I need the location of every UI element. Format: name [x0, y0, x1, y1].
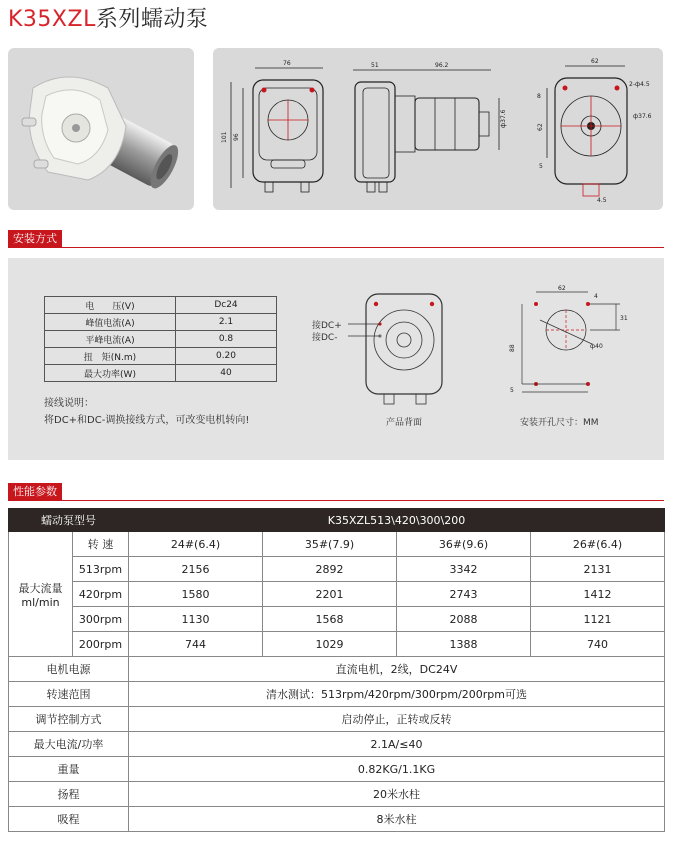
flow-cell: 3342: [397, 557, 531, 582]
tube-size: 36#(9.6): [397, 532, 531, 557]
flow-cell: 1412: [531, 582, 665, 607]
dim-5: 5: [539, 163, 543, 170]
dim-37-6b: ф37.6: [633, 113, 652, 120]
prop-value: 2.1A/≤40: [129, 732, 665, 757]
flow-cell: 740: [531, 632, 665, 657]
prop-key: 重量: [9, 757, 129, 782]
prop-key: 电机电源: [9, 657, 129, 682]
model-code: K35XZL: [8, 7, 96, 32]
dim-96-2: 96.2: [435, 62, 449, 69]
flow-cell: 744: [129, 632, 263, 657]
spec-key: 平峰电流(A): [45, 331, 176, 348]
dim-62: 62: [591, 58, 599, 65]
spec-row: [45, 314, 277, 331]
table-row: [9, 807, 665, 832]
flow-cell: 2131: [531, 557, 665, 582]
title-text: 系列蠕动泵: [95, 7, 209, 32]
spec-value: 0.8: [176, 331, 277, 348]
rpm-label: 200rpm: [73, 632, 129, 657]
dim-101: 101: [221, 131, 228, 143]
product-back-drawing: [300, 290, 460, 408]
prop-value: 20米水柱: [129, 782, 665, 807]
rpm-label: 420rpm: [73, 582, 129, 607]
pump-illustration: [8, 48, 194, 210]
dc-minus-label: 接DC-: [312, 333, 338, 343]
dim-51: 51: [371, 62, 379, 69]
hole-dim-4: 4: [594, 293, 598, 300]
spec-key: 最大功率(W): [45, 365, 176, 382]
prop-value: 启动停止，正转或反转: [129, 707, 665, 732]
hole-dim-62: 62: [558, 285, 566, 292]
table-row: [9, 582, 665, 607]
spec-key: 峰值电流(A): [45, 314, 176, 331]
flow-cell: 1130: [129, 607, 263, 632]
max-flow-label: 最大流量 ml/min: [9, 532, 73, 657]
flow-cell: 2892: [263, 557, 397, 582]
wiring-title: 接线说明：: [44, 398, 94, 409]
tube-size: 24#(6.4): [129, 532, 263, 557]
page-title: [8, 2, 208, 33]
prop-value: 清水测试：513rpm/420rpm/300rpm/200rpm可选: [129, 682, 665, 707]
table-row: [9, 682, 665, 707]
mounting-hole-drawing: [500, 284, 650, 404]
dimension-drawings: [213, 48, 663, 210]
flow-cell: 1580: [129, 582, 263, 607]
hole-caption: 安装开孔尺寸：MM: [520, 418, 599, 428]
spec-key: 扭 矩(N.m): [45, 348, 176, 365]
model-value: K35XZL513\420\300\200: [129, 509, 665, 532]
tube-size: 26#(6.4): [531, 532, 665, 557]
table-row: [9, 707, 665, 732]
rpm-label: 300rpm: [73, 607, 129, 632]
wiring-text: 将DC+和DC-调换接线方式，可改变电机转向!: [44, 415, 250, 426]
dim-2-4-5: 2-ф4.5: [629, 81, 650, 88]
flow-cell: 2201: [263, 582, 397, 607]
prop-key: 调节控制方式: [9, 707, 129, 732]
flow-cell: 2743: [397, 582, 531, 607]
spec-value: 0.20: [176, 348, 277, 365]
electrical-spec-table: [44, 296, 277, 382]
performance-table: [8, 508, 665, 832]
tube-size: 35#(7.9): [263, 532, 397, 557]
spec-row: [45, 331, 277, 348]
flow-cell: 1029: [263, 632, 397, 657]
hole-dim-31: 31: [620, 315, 628, 322]
spec-key: 电 压(V): [45, 297, 176, 314]
rear-view: [537, 58, 652, 204]
table-row: [9, 657, 665, 682]
dim-62v: 62: [537, 123, 544, 131]
table-row: [9, 557, 665, 582]
product-photo: [8, 48, 194, 210]
prop-value: 8米水柱: [129, 807, 665, 832]
model-header: 蠕动泵型号: [9, 509, 129, 532]
dc-plus-label: 接DC+: [312, 321, 342, 331]
rpm-label: 513rpm: [73, 557, 129, 582]
flow-cell: 1568: [263, 607, 397, 632]
dimension-drawing-svg: [213, 48, 663, 210]
dim-96: 96: [233, 133, 240, 141]
spec-value: 40: [176, 365, 277, 382]
flow-cell: 1388: [397, 632, 531, 657]
spec-row: [45, 348, 277, 365]
prop-key: 最大电流/功率: [9, 732, 129, 757]
dim-76: 76: [283, 60, 291, 67]
flow-cell: 1121: [531, 607, 665, 632]
spec-row: [45, 297, 277, 314]
table-header-row: [9, 509, 665, 532]
front-view: [221, 60, 323, 192]
dim-37-6: ф37.6: [500, 109, 507, 128]
prop-value: 直流电机，2线，DC24V: [129, 657, 665, 682]
hole-dim-5: 5: [510, 387, 514, 394]
prop-key: 吸程: [9, 807, 129, 832]
spec-row: [45, 365, 277, 382]
prop-key: 扬程: [9, 782, 129, 807]
performance-rule: [8, 500, 664, 501]
install-tag: 安装方式: [8, 230, 62, 247]
table-row: [9, 532, 665, 557]
spec-value: Dc24: [176, 297, 277, 314]
table-row: [9, 607, 665, 632]
flow-cell: 2088: [397, 607, 531, 632]
hole-dim-40: ф40: [590, 343, 603, 350]
table-row: [9, 732, 665, 757]
table-row: [9, 757, 665, 782]
performance-tag: 性能参数: [8, 483, 62, 500]
prop-key: 转速范围: [9, 682, 129, 707]
side-view: [353, 62, 507, 192]
table-row: [9, 782, 665, 807]
dim-4-5: 4.5: [597, 197, 607, 204]
flow-cell: 2156: [129, 557, 263, 582]
table-row: [9, 632, 665, 657]
prop-value: 0.82KG/1.1KG: [129, 757, 665, 782]
dim-8: 8: [537, 93, 541, 100]
hole-dim-88: 88: [509, 344, 516, 352]
spec-value: 2.1: [176, 314, 277, 331]
install-rule: [8, 247, 664, 248]
speed-label: 转 速: [73, 532, 129, 557]
back-caption: 产品背面: [386, 418, 423, 428]
